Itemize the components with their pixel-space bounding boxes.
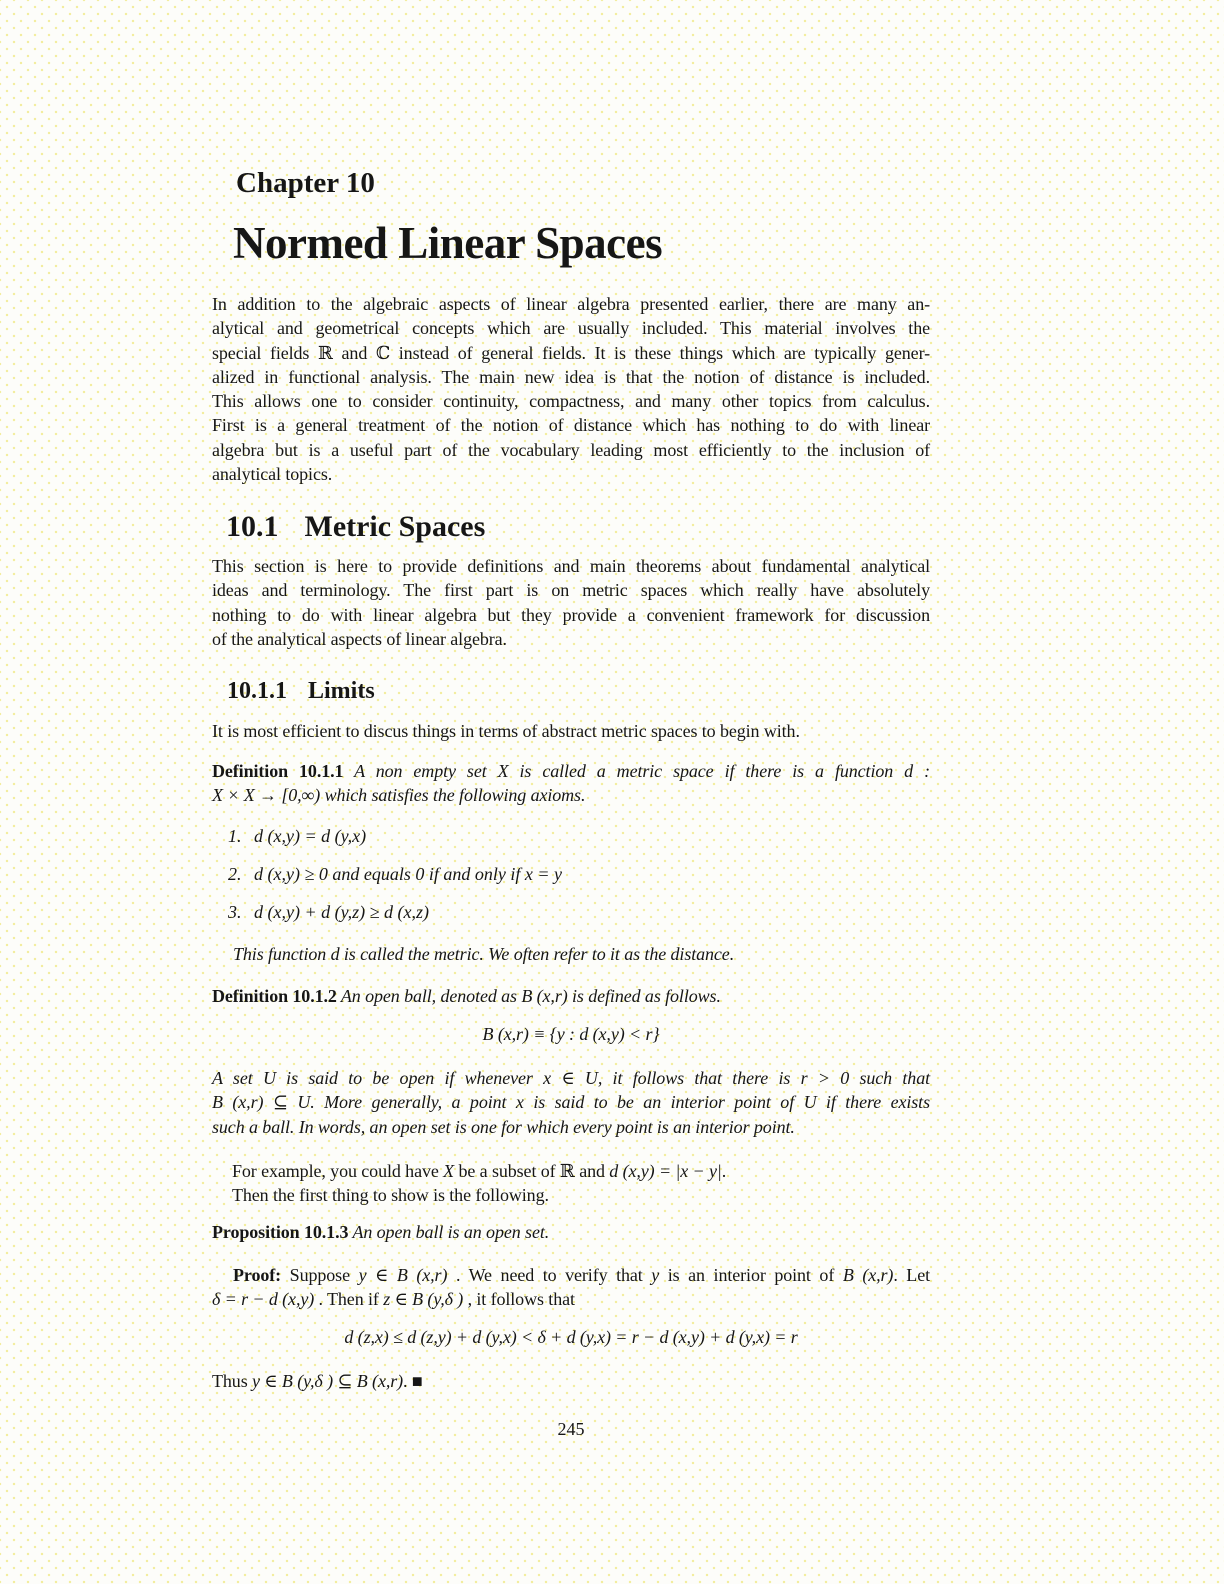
proof-line: Proof: Suppose y ∈ B (x,r) . We need to verify that y is an interior point of B (x,r). Let — [233, 1265, 930, 1285]
axiom-item — [228, 900, 429, 924]
intro-paragraph — [212, 292, 930, 486]
subsection-heading — [227, 679, 375, 703]
axiom-item — [228, 824, 366, 848]
definition-line: X × X → [0,∞) which satisfies the following axioms. — [212, 785, 586, 806]
example-line: For example, you could have X be a subset of ℝ and d (x,y) = |x − y|. — [232, 1161, 727, 1181]
intro-line: analytical topics. — [212, 464, 333, 485]
axiom-number: 2. — [228, 864, 242, 884]
limits-paragraph: It is most efficient to discus things in terms of abstract metric spaces to begin with. — [212, 721, 800, 741]
section-title: Metric Spaces — [304, 510, 486, 543]
axiom-text: d (x,y) + d (y,z) ≥ d (x,z) — [254, 902, 429, 922]
subsection-number: 10.1.1 — [227, 678, 287, 704]
proposition-10-1-3: Proposition 10.1.3 An open ball is an open set. — [212, 1222, 550, 1242]
intro-line: First is a general treatment of the notion of distance which has nothing to do with linear — [212, 415, 930, 436]
open-ball-formula: B (x,r) ≡ {y : d (x,y) < r} — [482, 1024, 660, 1044]
axiom-number: 3. — [228, 902, 242, 922]
section-paragraph — [212, 554, 930, 651]
proof-conclusion: Thus y ∈ B (y,δ ) ⊆ B (x,r). ■ — [212, 1371, 423, 1391]
intro-line: alized in functional analysis. The main new idea is that the notion of distance is included. — [212, 366, 930, 387]
intro-line: special fields ℝ and ℂ instead of general fields. It is these things which are typically gener- — [212, 342, 930, 363]
page-number: 245 — [557, 1419, 585, 1439]
definition-line: Definition 10.1.1 A non empty set X is called a metric space if there is a function d : — [212, 761, 930, 781]
intro-line: This allows one to consider continuity, compactness, and many other topics from calculus. — [212, 391, 930, 412]
section-line: nothing to do with linear algebra but they provide a convenient framework for discussion — [212, 604, 930, 625]
section-line: ideas and terminology. The first part is on metric spaces which really have absolutely — [212, 580, 930, 601]
example-line: Then the first thing to show is the following. — [232, 1185, 549, 1206]
open-set-paragraph — [212, 1066, 930, 1139]
chapter-title: Normed Linear Spaces — [233, 218, 663, 268]
axiom-item — [228, 862, 562, 886]
triangle-inequality-formula: d (z,x) ≤ d (z,y) + d (y,x) < δ + d (y,x) = r − d (x,y) + d (y,x) = r — [344, 1327, 798, 1347]
open-set-line: B (x,r) ⊆ U. More generally, a point x is said to be an interior point of U if there exists — [212, 1092, 930, 1113]
section-line: of the analytical aspects of linear algebra. — [212, 628, 507, 649]
open-set-line: such a ball. In words, an open set is one for which every point is an interior point. — [212, 1116, 795, 1137]
subsection-title: Limits — [308, 678, 375, 704]
metric-note: This function d is called the metric. We often refer to it as the distance. — [233, 944, 735, 964]
open-set-line: A set U is said to be open if whenever x ∈ U, it follows that there is r > 0 such that — [212, 1068, 930, 1088]
axiom-number: 1. — [228, 826, 242, 846]
definition-10-1-2: Definition 10.1.2 An open ball, denoted as B (x,r) is defined as follows. — [212, 986, 721, 1006]
example-paragraph — [232, 1159, 930, 1208]
axiom-text: d (x,y) ≥ 0 and equals 0 if and only if x = y — [254, 864, 562, 884]
proof-line: δ = r − d (x,y) . Then if z ∈ B (y,δ ) , it follows that — [212, 1289, 575, 1310]
section-line: This section is here to provide definitions and main theorems about fundamental analytical — [212, 556, 930, 576]
chapter-label: Chapter 10 — [236, 167, 375, 199]
section-number: 10.1 — [226, 510, 279, 543]
section-heading — [226, 512, 485, 542]
proof-paragraph — [212, 1263, 930, 1312]
axiom-text: d (x,y) = d (y,x) — [254, 826, 367, 846]
definition-10-1-1 — [212, 759, 930, 808]
intro-line: algebra but is a useful part of the vocabulary leading most efficiently to the inclusion of — [212, 439, 930, 460]
intro-line: In addition to the algebraic aspects of linear algebra presented earlier, there are many an- — [212, 294, 930, 314]
intro-line: alytical and geometrical concepts which are usually included. This material involves the — [212, 318, 930, 339]
